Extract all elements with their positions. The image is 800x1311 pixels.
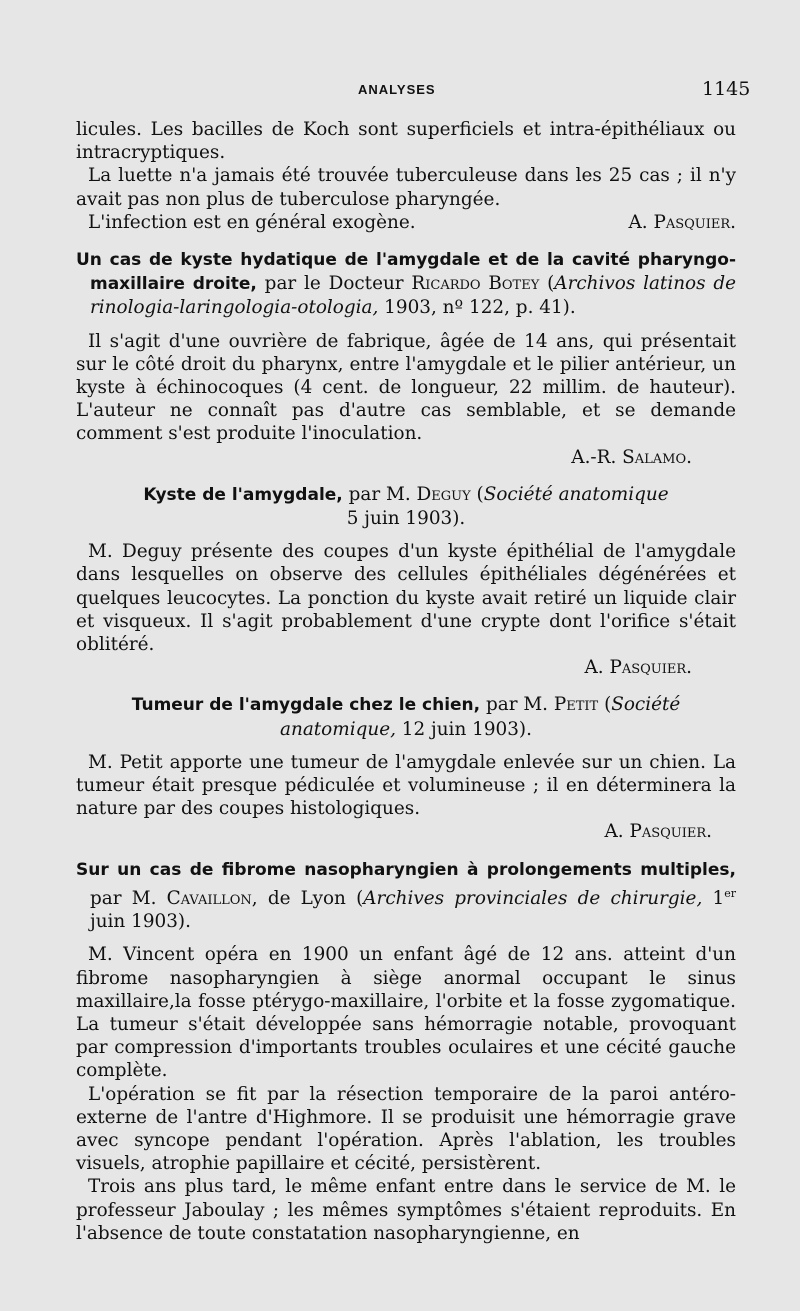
byline: par le Docteur xyxy=(256,273,412,295)
article-date: 5 juin 1903). xyxy=(346,508,466,530)
signature-line xyxy=(76,446,736,469)
article-heading xyxy=(76,483,736,507)
source-journal: Société xyxy=(611,694,681,716)
signature: A. Pasquier. xyxy=(628,211,736,233)
article-kyste-amygdale xyxy=(76,483,736,680)
author-place: , de Lyon ( xyxy=(251,888,364,910)
article-title: Kyste de l'amygdale, xyxy=(143,484,343,505)
source-date-a: 1 xyxy=(702,888,725,910)
article-date xyxy=(76,718,736,741)
signature: A. Pasquier. xyxy=(584,657,692,679)
author-name: Ricardo Botey xyxy=(411,273,540,295)
article-title: Sur un cas de fibrome nasopharyngien à prolongements multiples, xyxy=(76,859,736,880)
intro-paragraph-2: La luette n'a jamais été trouvée tuberculeuse dans les 25 cas ; il n'y avait pas non plus de tuberculose pharyngée. xyxy=(76,165,736,210)
article-heading xyxy=(76,248,736,320)
source-open: ( xyxy=(470,483,484,505)
signature-line xyxy=(76,656,736,679)
source-open: ( xyxy=(539,273,555,295)
byline: par M. xyxy=(480,694,554,716)
article-body: Il s'agit d'une ouvrière de fabrique, âgée de 14 ans, qui présentait sur le côté droit du pharynx, entre l'amygdale et le pilier antérieur, un kyste à échinocoques (4 cent. de longueur, 22 millim. de hauteur). L'auteur ne connaît pas d'autre cas semblable, et se demande comment s'est produite l'inoculation. xyxy=(76,330,736,445)
article-body-2: L'opération se fit par la résection temporaire de la paroi antéro-externe de l'antre d'Highmore. Il se produisit une hémorragie grave avec syncope pendant l'opération. Après l'ablation, les troubles visuels, atrophie papillaire et cécité, persistèrent. xyxy=(76,1083,736,1175)
author-name: Petit xyxy=(553,694,599,716)
page-header xyxy=(0,78,800,104)
article-body-3: Trois ans plus tard, le même enfant entre dans le service de M. le professeur Jaboulay ; les mêmes symptômes s'étaient reproduits. En l'absence de toute constatation nasopharyngienne, en xyxy=(76,1176,736,1244)
article-fibrome xyxy=(76,858,736,1245)
page-number: 1145 xyxy=(702,78,751,100)
source-journal-continued: anatomique, xyxy=(280,718,396,740)
author-name: Deguy xyxy=(416,483,471,505)
article-tumeur-chien xyxy=(76,693,736,843)
article-body: M. Deguy présente des coupes d'un kyste épithélial de l'amygdale dans lesquelles on observe des cellules épithéliales dégénérées et quelques leucocytes. La ponction du kyste avait retiré un liquide clair et visqueux. Il s'agit probablement d'une crypte dont l'orifice s'était oblitéré. xyxy=(76,541,736,656)
signature: A. Pasquier. xyxy=(604,821,712,843)
intro-paragraph-1: licules. Les bacilles de Koch sont superficiels et intra-épithéliaux ou intracryptiques. xyxy=(76,119,736,164)
source-journal: Archivos latinos de rinologia-laringologia-otologia, xyxy=(90,273,737,319)
article-heading xyxy=(76,693,736,717)
byline: par M. xyxy=(90,888,167,910)
article-title: Un cas de kyste hydatique de l'amygdale et de la cavité pharyngo-maxillaire droite, xyxy=(76,250,736,295)
source-date: 12 juin 1903). xyxy=(395,718,532,740)
signature: A.-R. Salamo. xyxy=(571,446,692,468)
intro-paragraph-3-text: L'infection est en général exogène. xyxy=(88,211,416,233)
author-name: Cavaillon xyxy=(166,888,252,910)
running-head: ANALYSES xyxy=(358,82,436,97)
source-journal: Société anatomique xyxy=(483,483,669,505)
article-kyste-hydatique xyxy=(76,248,736,469)
source-date-sup: er xyxy=(724,886,736,900)
signature-line xyxy=(76,820,736,843)
article-body-1: M. Vincent opéra en 1900 un enfant âgé de 12 ans. atteint d'un fibrome nasopharyngien à siège anormal occupant le sinus maxillaire,la fosse ptérygo-maxillaire, l'orbite et la fosse zygomatique. La tumeur s'était développée sans hémorragie notable, provoquant par compression d'importants troubles oculaires et une cécité gauche complète. xyxy=(76,944,736,1082)
page-body xyxy=(76,118,736,1245)
source-open: ( xyxy=(598,694,612,716)
article-title: Tumeur de l'amygdale chez le chien, xyxy=(131,695,481,716)
source-reference: 1903, nº 122, p. 41). xyxy=(378,297,576,319)
byline: par M. xyxy=(342,483,417,505)
article-heading xyxy=(76,858,736,934)
article-body: M. Petit apporte une tumeur de l'amygdale enlevée sur un chien. La tumeur était presque pédiculée et volumineuse ; il en déterminera la nature par des coupes histologiques. xyxy=(76,751,736,820)
source-journal: Archives provinciales de chirurgie, xyxy=(363,888,703,910)
intro-paragraph-3 xyxy=(76,211,736,234)
source-date-b: juin 1903). xyxy=(90,911,191,933)
